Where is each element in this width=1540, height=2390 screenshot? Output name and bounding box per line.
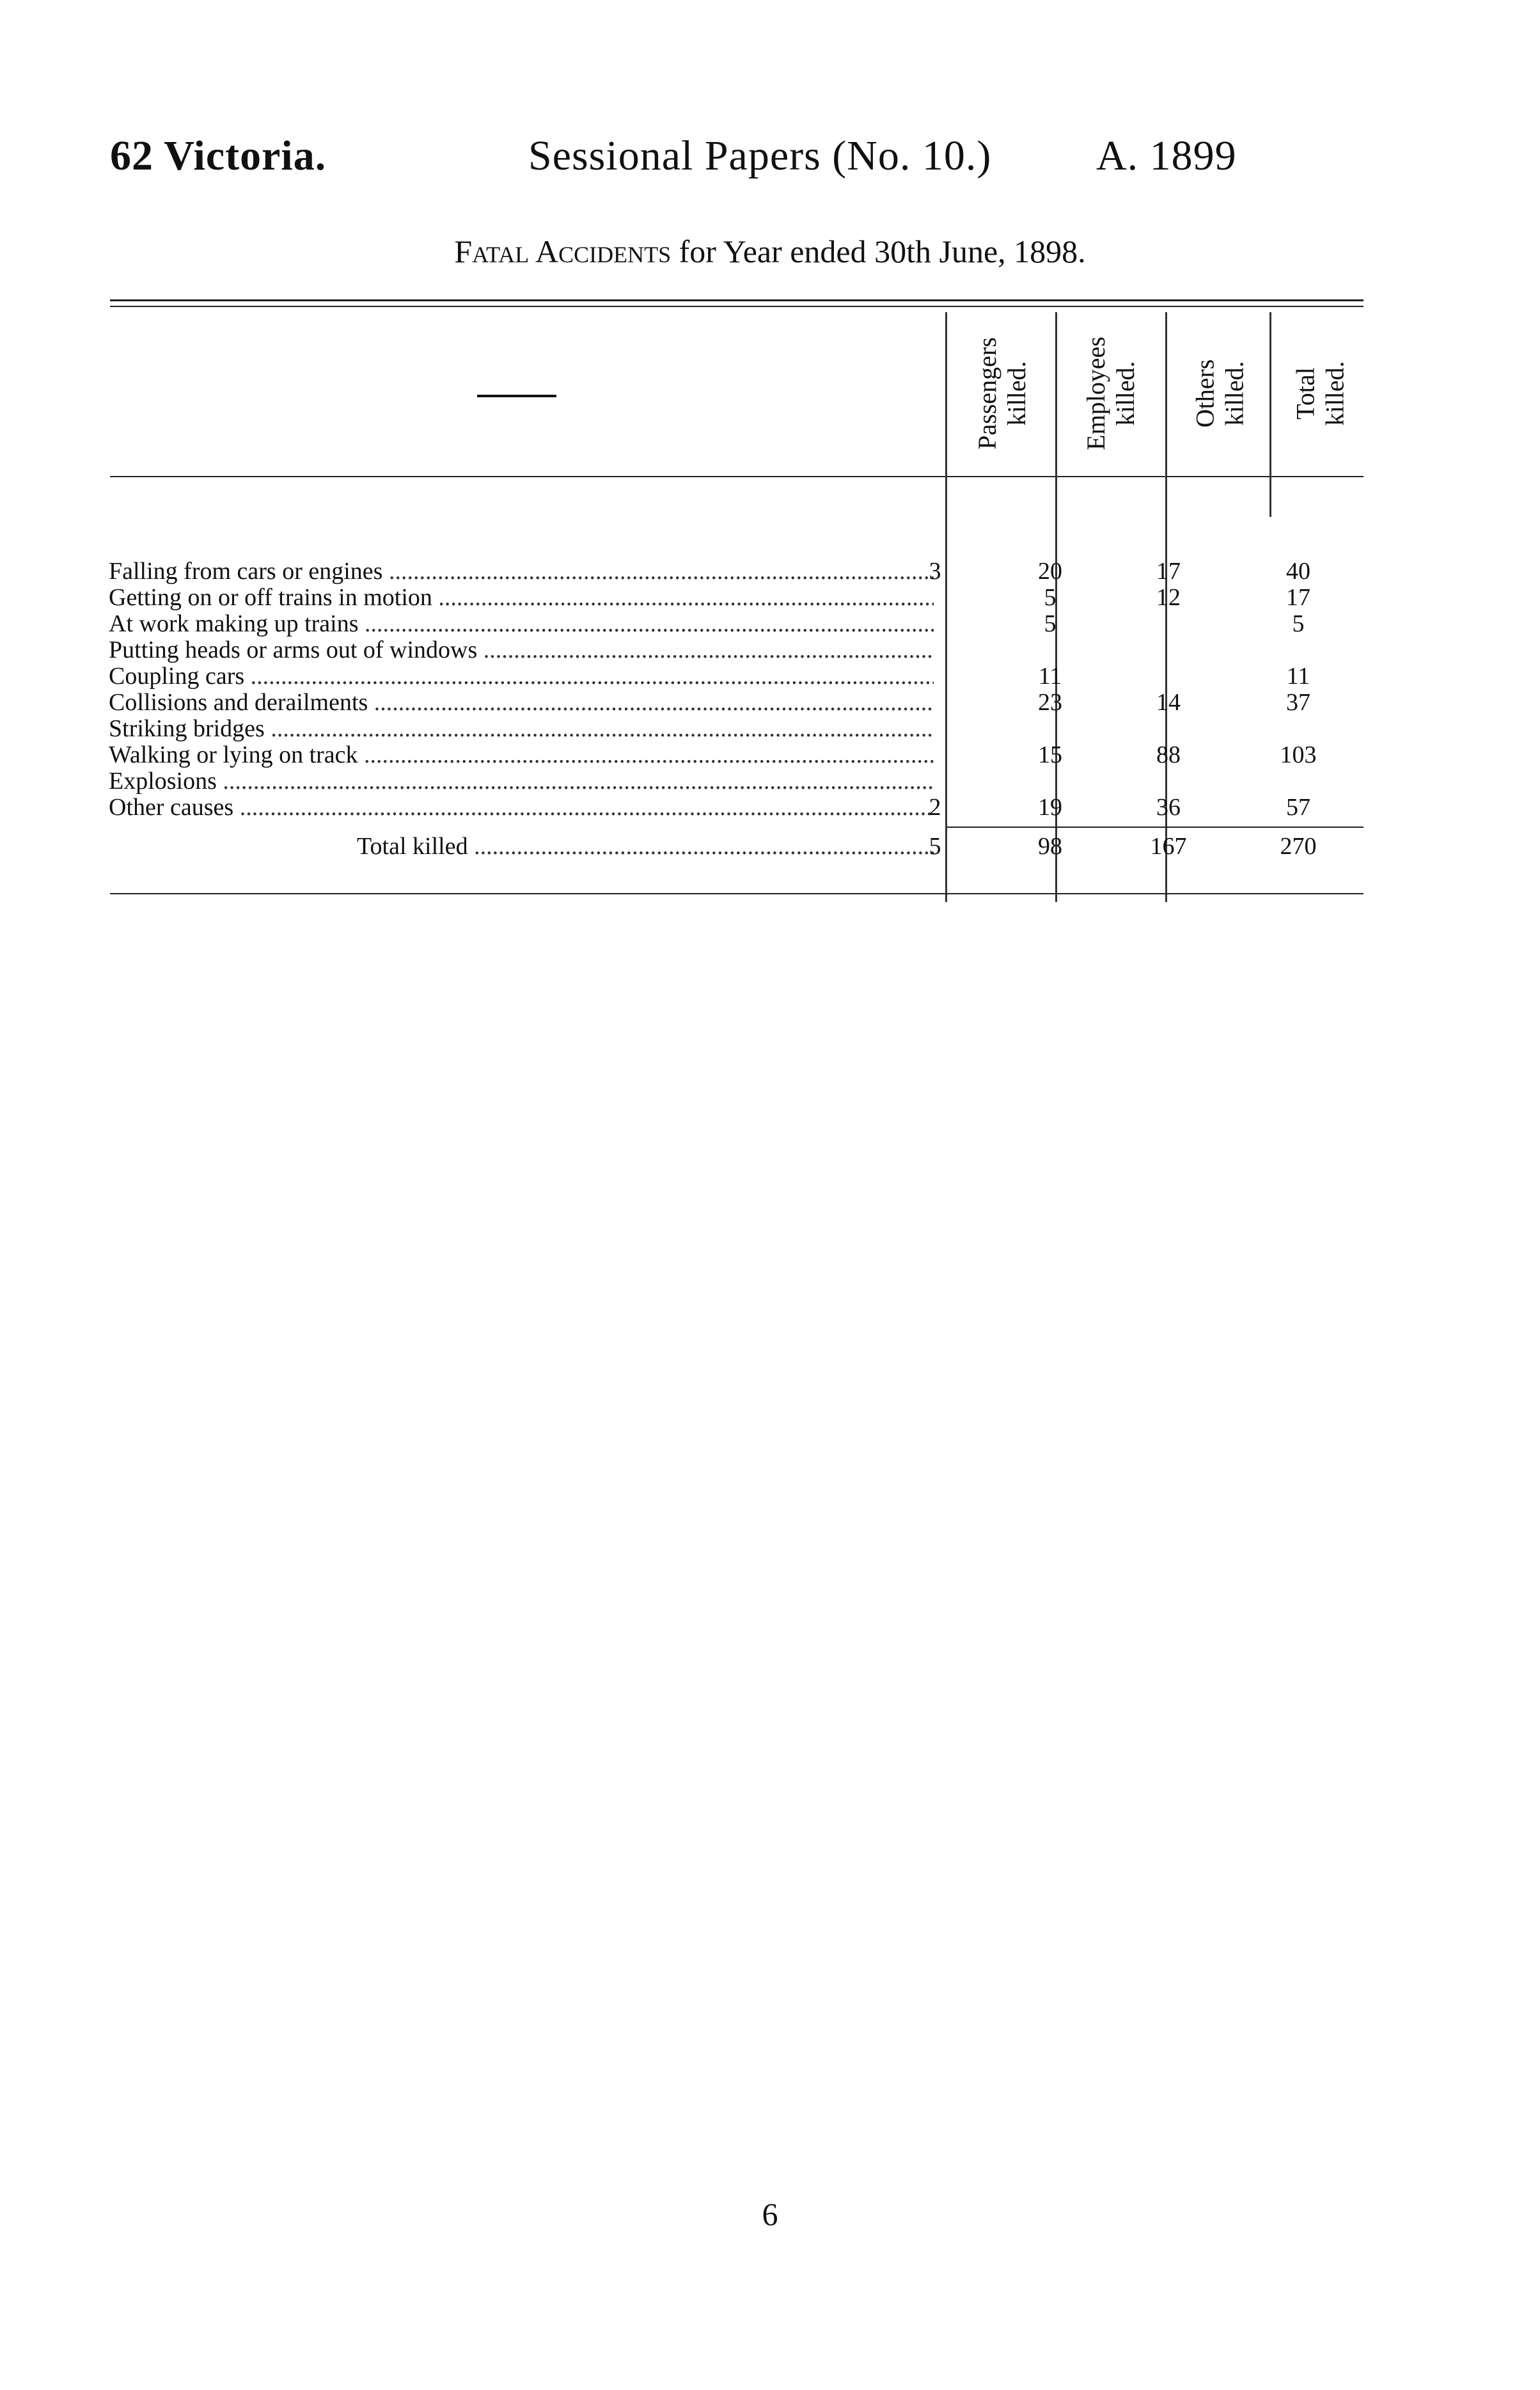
stub-dash: [477, 395, 556, 397]
total-employees: 98: [1038, 833, 1062, 860]
row-value: 5: [1044, 584, 1057, 611]
col-head-total: Total killed.: [1291, 361, 1349, 426]
row-value: 36: [1156, 794, 1181, 821]
total-rule: [947, 827, 1363, 828]
table-row: [109, 610, 1362, 637]
table-row: [109, 637, 1362, 663]
total-label: Total killed .....: [357, 833, 934, 860]
row-value: 37: [1286, 689, 1310, 716]
row-value: 12: [1156, 584, 1181, 611]
row-value: 14: [1156, 689, 1181, 716]
row-label: Coupling cars .....: [109, 663, 934, 690]
header-bottom-rule: [110, 476, 1363, 477]
row-value: 23: [1038, 689, 1062, 716]
table-row: [109, 794, 1362, 821]
row-value: 5: [1292, 610, 1305, 637]
row-value: 40: [1286, 558, 1310, 585]
title-lead-small: ATAL: [472, 242, 530, 267]
row-value: 17: [1286, 584, 1310, 611]
page-header-center: Sessional Papers (No. 10.): [528, 132, 992, 179]
table-row: [109, 558, 1362, 585]
row-label: Falling from cars or engines .....: [109, 558, 934, 585]
table-row: [109, 741, 1362, 768]
row-value: 88: [1156, 741, 1181, 768]
table-title: [0, 233, 1540, 270]
row-label: Striking bridges .....: [109, 715, 934, 742]
page-header-left: 62 Victoria.: [110, 132, 327, 179]
row-value: 17: [1156, 558, 1181, 585]
row-label: Putting heads or arms out of windows .....: [109, 637, 934, 663]
row-value: 2: [929, 794, 941, 821]
row-value: 20: [1038, 558, 1062, 585]
row-value: 57: [1286, 794, 1310, 821]
col-head-passengers: Passengers killed.: [973, 337, 1031, 450]
row-value: 3: [929, 558, 941, 585]
table-row: [109, 768, 1362, 795]
table-bottom-rule: [110, 893, 1363, 894]
table-top-rule: [110, 299, 1363, 301]
table-row: [109, 584, 1362, 611]
title-lead: F: [454, 233, 473, 269]
row-value: 19: [1038, 794, 1062, 821]
page-header-right: A. 1899: [1096, 132, 1237, 179]
table-top-rule-2: [110, 306, 1363, 307]
row-value: 5: [1044, 610, 1057, 637]
total-total: 270: [1280, 833, 1317, 860]
title-second: A: [535, 233, 559, 269]
title-rest: for Year ended 30th June, 1898.: [679, 233, 1086, 269]
row-label: Walking or lying on track .....: [109, 741, 934, 768]
row-label: Explosions .....: [109, 768, 934, 795]
total-row: [109, 833, 1362, 860]
title-second-small: CCIDENTS: [558, 242, 672, 267]
row-value: 15: [1038, 741, 1062, 768]
table-row: [109, 715, 1362, 742]
total-passengers: 5: [929, 833, 941, 860]
page-number: 6: [762, 2196, 778, 2232]
total-others: 167: [1150, 833, 1187, 860]
table-row: [109, 689, 1362, 716]
row-value: 11: [1038, 663, 1062, 690]
row-label: Collisions and derailments .....: [109, 689, 934, 716]
row-label: Getting on or off trains in motion .....: [109, 584, 934, 611]
row-value: 103: [1280, 741, 1317, 768]
column-rule-4: [1269, 312, 1271, 517]
row-value: 11: [1286, 663, 1310, 690]
row-label: At work making up trains .....: [109, 610, 934, 637]
row-label: Other causes .....: [109, 794, 934, 821]
col-head-others: Others killed.: [1190, 359, 1248, 428]
col-head-employees: Employees killed.: [1081, 336, 1140, 450]
table-row: [109, 663, 1362, 690]
